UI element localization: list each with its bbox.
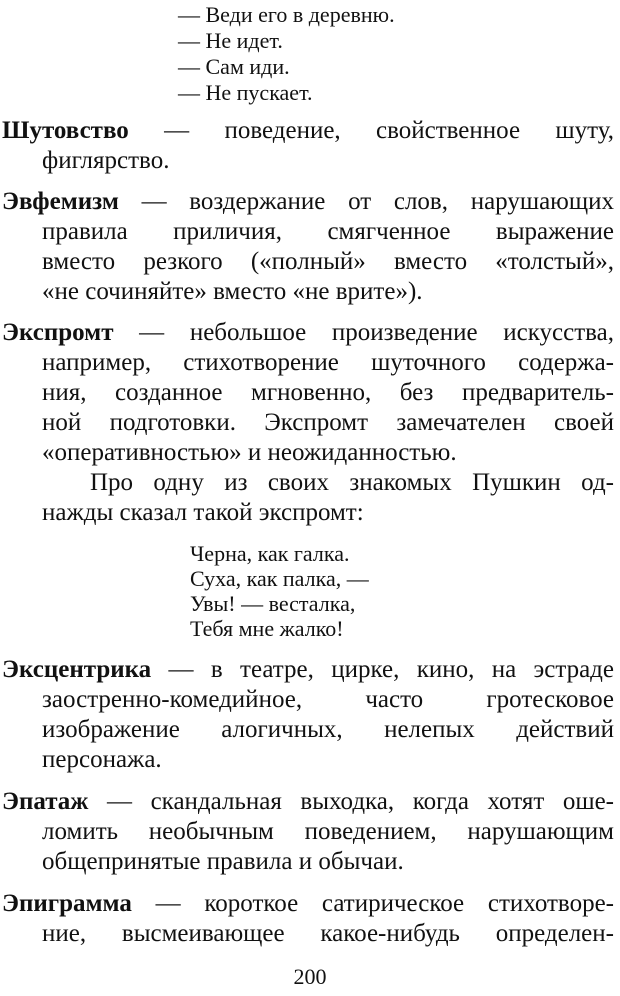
entry-first-line xyxy=(2,117,614,145)
entry-term: Эпиграмма xyxy=(2,890,132,917)
entry-text-line: заостренно-комедийное, часто гротесковое xyxy=(42,686,614,713)
entry-term: Экспромт xyxy=(2,319,114,346)
entry-text-line: Про одну из своих знакомых Пушкин од- xyxy=(90,469,614,496)
verse-line: Увы! — весталка, xyxy=(190,591,356,616)
entry-term: Эвфемизм xyxy=(2,188,119,215)
entry-first-line xyxy=(2,890,614,918)
dialogue-line: — Не пускает. xyxy=(178,80,313,105)
entry-text: — скандальная выходка, когда хотят оше- xyxy=(88,788,614,815)
entry-first-line xyxy=(2,788,614,816)
entry-first-line xyxy=(2,188,614,216)
entry-first-line xyxy=(2,656,614,684)
entry-term: Шутовство xyxy=(2,117,129,144)
entry-text: — короткое сатирическое стихотворе- xyxy=(131,890,614,917)
entry-term: Эксцентрика xyxy=(2,656,152,683)
entry-text-line: фиглярство. xyxy=(42,147,170,174)
verse-line: Тебя мне жалко! xyxy=(190,616,344,641)
entry-text-line: «оперативностью» и неожиданностью. xyxy=(42,439,457,466)
verse-line: Суха, как палка, — xyxy=(190,566,369,591)
entry-text-line: ной подготовки. Экспромт замечателен своей xyxy=(42,409,614,436)
entry-text-line: например, стихотворение шуточного содержа- xyxy=(42,349,614,376)
entry-text-line: изображение алогичных, нелепых действий xyxy=(42,716,614,743)
dialogue-line: — Веди его в деревню. xyxy=(178,2,395,27)
entry-text-line: ния, созданное мгновенно, без предваритель- xyxy=(42,379,614,406)
entry-text-line: нажды сказал такой экспромт: xyxy=(42,499,364,526)
entry-text-line: «не сочиняйте» вместо «не врите»). xyxy=(42,278,423,305)
dialogue-line: — Не идет. xyxy=(178,28,283,53)
entry-text-line: общепринятые правила и обычаи. xyxy=(42,848,404,875)
dialogue-line: — Сам иди. xyxy=(178,54,290,79)
entry-text-line: ломить необычным поведением, нарушающим xyxy=(42,818,614,845)
verse-line: Черна, как галка. xyxy=(190,541,350,566)
entry-text-line: персонажа. xyxy=(42,746,162,773)
entry-text: — в театре, цирке, кино, на эстраде xyxy=(151,656,614,683)
entry-text-line: вместо резкого («полный» вместо «толстый», xyxy=(42,248,614,275)
entry-first-line xyxy=(2,319,614,347)
entry-text-line: правила приличия, смягченное выражение xyxy=(42,218,614,245)
entry-text: — небольшое произведение искусства, xyxy=(113,319,614,346)
entry-text: — поведение, свойственное шуту, xyxy=(128,117,614,144)
entry-term: Эпатаж xyxy=(2,788,89,815)
entry-text-line: ние, высмеивающее какое-нибудь определен- xyxy=(42,920,614,947)
page-number: 200 xyxy=(293,964,327,989)
entry-text: — воздержание от слов, нарушающих xyxy=(118,188,614,215)
